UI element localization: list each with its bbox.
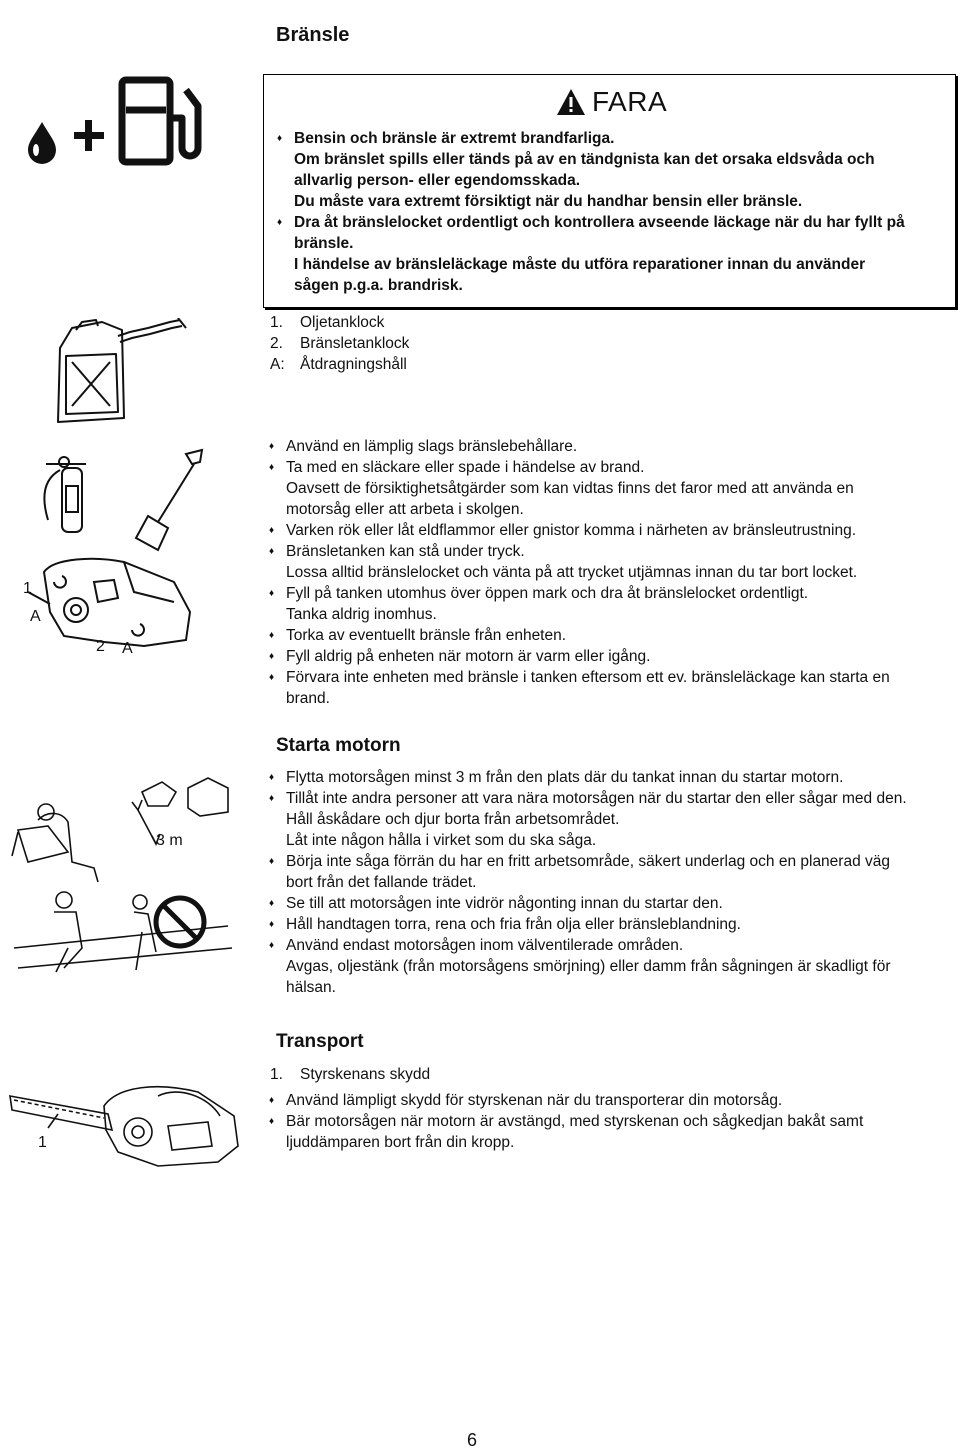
list-item-line: ♦ Ta med en släckare eller spade i händelse av brand. [286, 459, 645, 476]
chainsaw-guard-illustration [8, 1066, 248, 1176]
danger-header [556, 86, 667, 118]
list-item-line: ♦ Se till att motorsågen inte vidrör någonting innan du startar den. [286, 895, 723, 912]
list-item [266, 478, 956, 520]
list-item [274, 254, 949, 296]
transport-section-title: Transport [276, 1031, 364, 1052]
list-item [266, 667, 956, 709]
legend-text: Åtdragningshåll [300, 356, 407, 373]
page-number: 6 [467, 1430, 478, 1450]
start-section-title: Starta motorn [276, 735, 401, 756]
spade-icon [136, 450, 202, 550]
list-item [274, 128, 949, 149]
legend-row [270, 333, 409, 354]
list-item-line: ♦ Flytta motorsågen minst 3 m från den plats där du tankat innan du startar motorn. [286, 769, 844, 786]
list-item-line: I händelse av bränsleläckage måste du utföra reparationer innan du använder [294, 256, 866, 273]
list-item [266, 788, 960, 809]
list-item [266, 646, 956, 667]
fuel-pictogram [22, 70, 218, 170]
callout-1: 1 [23, 580, 32, 597]
list-item [266, 604, 956, 625]
list-item-line: Om bränslet spills eller tänds på av en tändgnista kan det orsaka eldsvåda och [294, 151, 875, 168]
callout-guard: 1 [38, 1134, 47, 1151]
list-item [274, 191, 949, 212]
transport-list [266, 1090, 956, 1153]
list-item-line: ♦ Håll handtagen torra, rena och fria från olja eller bränsleblandning. [286, 916, 741, 933]
callout-2: 2 [96, 638, 105, 655]
danger-list [274, 128, 949, 296]
list-item-line: ♦ Dra åt bränslelocket ordentligt och kontrollera avseende läckage när du har fyllt på [294, 214, 905, 231]
list-item [266, 436, 956, 457]
legend-row [270, 1064, 430, 1085]
list-item-line: ♦ Använd lämpligt skydd för styrskenan när du transporterar din motorsåg. [286, 1092, 783, 1109]
list-item-line: Avgas, oljestänk (från motorsågens smörjning) eller damm från sågningen är skadligt för [286, 958, 891, 975]
list-item [266, 893, 960, 914]
fire-extinguisher-icon [44, 457, 86, 532]
list-item-line: motorsåg eller att arbeta i skolgen. [286, 501, 524, 518]
list-item-line: ♦ Torka av eventuellt bränsle från enheten. [286, 627, 567, 644]
list-item-line: ♦ Använd endast motorsågen inom välventilerade områden. [286, 937, 684, 954]
list-item-line: sågen p.g.a. brandrisk. [294, 277, 463, 294]
list-item [274, 212, 949, 254]
list-item [266, 914, 960, 935]
transport-legend [270, 1064, 430, 1085]
list-item-line: hälsan. [286, 979, 336, 996]
list-item-line: bränsle. [294, 235, 354, 252]
list-item [266, 625, 956, 646]
legend-text: Styrskenans skydd [300, 1066, 431, 1083]
start-safety-list [266, 767, 960, 998]
list-item [266, 767, 960, 788]
legend-key: 2. [270, 335, 283, 352]
list-item-line: ♦ Varken rök eller låt eldflammor eller gnistor komma i närheten av bränsleutrustning. [286, 522, 857, 539]
list-item-line: ♦ Förvara inte enheten med bränsle i tanken eftersom ett ev. bränsleläckage kan starta en [286, 669, 890, 686]
callout-a: A [30, 608, 41, 625]
danger-label: FARA [592, 86, 668, 117]
list-item-line: Lossa alltid bränslelocket och vänta på att trycket utjämnas innan du tar bort locket. [286, 564, 858, 581]
list-item-line: ♦ Bär motorsågen när motorn är avstängd, med styrskenan och sågkedjan bakåt samt [286, 1113, 864, 1130]
list-item-line: ♦ Använd en lämplig slags bränslebehållare. [286, 438, 578, 455]
list-item-line: Oavsett de försiktighetsåtgärder som kan vidtas finns det faror med att använda en [286, 480, 854, 497]
legend-row [270, 354, 409, 375]
list-item [266, 956, 960, 998]
plus-icon [74, 120, 104, 151]
list-item-line: ♦ Tillåt inte andra personer att vara nära motorsågen när du startar den eller sågar med den. [286, 790, 907, 807]
list-item-line: Tanka aldrig inomhus. [286, 606, 437, 623]
legend-row [270, 312, 409, 333]
legend-key: 1. [270, 1066, 283, 1083]
list-item [266, 541, 956, 562]
fuel-drop-icon [28, 122, 56, 164]
list-item [266, 520, 956, 541]
list-item-line: ♦ Bensin och bränsle är extremt brandfarliga. [294, 130, 615, 147]
legend-key: 1. [270, 314, 283, 331]
list-item [266, 830, 960, 851]
starting-illustration [8, 772, 238, 992]
list-item [266, 562, 956, 583]
legend-text: Bränsletanklock [300, 335, 410, 352]
list-item [266, 935, 960, 956]
chainsaw-caps-illustration [14, 552, 204, 662]
legend-key: A: [270, 356, 285, 373]
fuel-safety-list [266, 436, 956, 709]
parts-legend [270, 312, 409, 375]
list-item [274, 149, 949, 191]
list-item-line: ♦ Fyll aldrig på enheten när motorn är varm eller igång. [286, 648, 651, 665]
list-item-line: allvarlig person- eller egendomsskada. [294, 172, 581, 189]
distance-label: 3 m [156, 832, 183, 849]
list-item-line: ♦ Bränsletanken kan stå under tryck. [286, 543, 525, 560]
list-item [266, 1111, 956, 1153]
list-item-line: ljuddämparen bort från din kropp. [286, 1134, 515, 1151]
list-item-line: brand. [286, 690, 330, 707]
legend-text: Oljetanklock [300, 314, 385, 331]
list-item-line: Låt inte någon hålla i virket som du ska såga. [286, 832, 597, 849]
list-item-line: bort från det fallande trädet. [286, 874, 477, 891]
jerry-can-illustration [52, 318, 192, 428]
fuel-pump-icon [122, 80, 198, 162]
list-item [266, 1090, 956, 1111]
list-item [266, 851, 960, 893]
list-item-line: ♦ Börja inte såga förrän du har en fritt arbetsområde, säkert underlag och en planerad väg [286, 853, 891, 870]
list-item-line: ♦ Fyll på tanken utomhus över öppen mark och dra åt bränslelocket ordentligt. [286, 585, 809, 602]
extinguisher-spade-illustration [36, 440, 226, 560]
list-item [266, 583, 956, 604]
callout-a-2: A [122, 640, 133, 657]
list-item [266, 457, 956, 478]
warning-triangle-icon [556, 88, 586, 116]
page-title: Bränsle [276, 24, 350, 46]
list-item-line: Håll åskådare och djur borta från arbetsområdet. [286, 811, 620, 828]
list-item [266, 809, 960, 830]
list-item-line: Du måste vara extremt försiktigt när du handhar bensin eller bränsle. [294, 193, 803, 210]
